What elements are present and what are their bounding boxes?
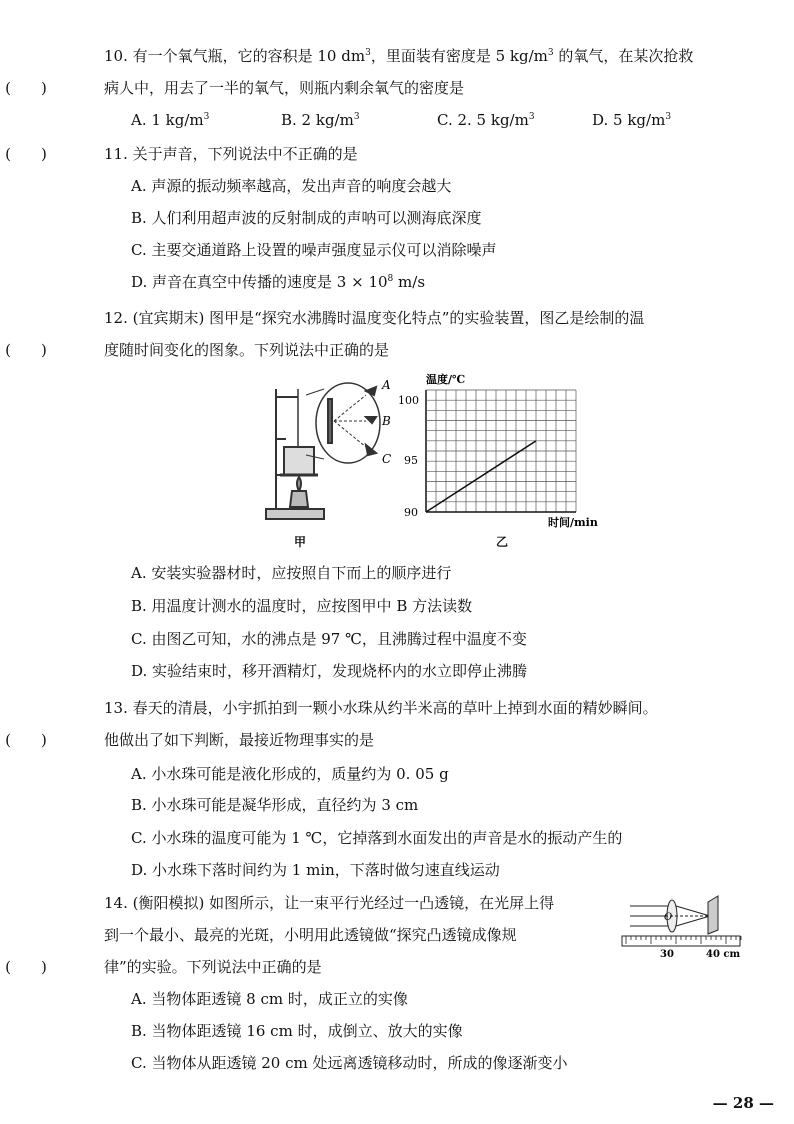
q13-line2: 他做出了如下判断，最接近物理事实的是 <box>104 731 375 749</box>
alcohol-lamp <box>290 491 308 507</box>
q12-line1: 12. (宜宾期末) 图甲是“探究水沸腾时温度变化特点”的实验装置，图乙是绘制的温 <box>104 309 645 327</box>
q14-answer-paren: ( ) <box>5 958 47 976</box>
q13-option-b: B. 小水珠可能是凝华形成，直径约为 3 cm <box>131 796 419 814</box>
chart-grid <box>426 390 576 512</box>
temperature-time-chart <box>370 370 610 530</box>
q14-option-a: A. 当物体距透镜 8 cm 时，成正立的实像 <box>131 990 408 1008</box>
page-number: — 28 — <box>712 1094 774 1112</box>
q13-option-a: A. 小水珠可能是液化形成的，质量约为 0. 05 g <box>131 765 449 783</box>
ruler-label-40: 40 cm <box>706 949 741 960</box>
eye-label-a: A <box>382 378 391 392</box>
q13-line1: 13. 春天的清晨，小宇抓拍到一颗小水珠从约半米高的草叶上掉到水面的精妙瞬间。 <box>104 699 658 717</box>
q14-option-c: C. 当物体从距透镜 20 cm 处远离透镜移动时，所成的像逐渐变小 <box>131 1054 568 1072</box>
fig-yi-label: 乙 <box>496 535 509 549</box>
q14-line3: 律”的实验。下列说法中正确的是 <box>104 958 322 976</box>
chart-ylabel: 温度/℃ <box>426 373 466 386</box>
q10-option-c: C. 2. 5 $kg/m^3$ <box>437 111 535 129</box>
q10-option-b: B. 2 $kg/m^3$ <box>281 111 360 129</box>
beaker <box>284 447 314 475</box>
q11-stem: 11. 关于声音，下列说法中不正确的是 <box>104 145 358 163</box>
q12-answer-paren: ( ) <box>5 341 47 359</box>
chart-ytick-95: 95 <box>404 454 418 467</box>
q12-option-d: D. 实验结束时，移开酒精灯，发现烧杯内的水立即停止沸腾 <box>131 662 528 680</box>
chart-xlabel: 时间/min <box>548 516 598 529</box>
q12-option-a: A. 安装实验器材时，应按照自下而上的顺序进行 <box>131 564 452 582</box>
q10-line1: 10. 有一个氧气瓶，它的容积是 10 $dm^3$，里面装有密度是 5 $kg/m^3$ 的氧气，在某次抢救 <box>104 47 694 65</box>
q11-option-a: A. 声源的振动频率越高，发出声音的响度会越大 <box>131 177 452 195</box>
q13-answer-paren: ( ) <box>5 731 47 749</box>
q11-option-b: B. 人们利用超声波的反射制成的声呐可以测海底深度 <box>131 209 482 227</box>
q12-line2: 度随时间变化的图象。下列说法中正确的是 <box>104 341 390 359</box>
q13-option-d: D. 小水珠下落时间约为 1 min，下落时做匀速直线运动 <box>131 861 500 879</box>
q11-option-c: C. 主要交通道路上设置的噪声强度显示仪可以消除噪声 <box>131 241 497 259</box>
q14-line1: 14. (衡阳模拟) 如图所示，让一束平行光经过一凸透镜，在光屏上得 <box>104 894 555 912</box>
eye-label-c: C <box>382 452 392 466</box>
q11-answer-paren: ( ) <box>5 145 47 163</box>
q14-option-b: B. 当物体距透镜 16 cm 时，成倒立、放大的实像 <box>131 1022 463 1040</box>
q10-line2: 病人中，用去了一半的氧气，则瓶内剩余氧气的密度是 <box>104 79 465 97</box>
ruler-label-30: 30 <box>660 949 674 960</box>
chart-ytick-100: 100 <box>398 394 419 407</box>
chart-series-line <box>426 441 536 512</box>
eye-label-b: B <box>382 414 391 428</box>
light-screen <box>708 896 718 934</box>
q10-option-a: A. 1 $kg/m^3$ <box>131 111 210 129</box>
q10-answer-paren: ( ) <box>5 79 47 97</box>
stand-base <box>266 509 324 519</box>
q10-option-d: D. 5 $kg/m^3$ <box>592 111 672 129</box>
q14-line2: 到一个最小、最亮的光斑，小明用此透镜做“探究凸透镜成像规 <box>104 926 517 944</box>
q12-option-c: C. 由图乙可知，水的沸点是 97 ℃，且沸腾过程中温度不变 <box>131 630 527 648</box>
fig-jia-label: 甲 <box>294 535 307 549</box>
q11-option-d: D. 声音在真空中传播的速度是 $3 \times 10^8$ m/s <box>131 273 426 291</box>
lens-ruler-figure <box>620 890 750 960</box>
q12-option-b: B. 用温度计测水的温度时，应按图甲中 B 方法读数 <box>131 597 473 615</box>
lens-label: O <box>664 912 673 923</box>
q13-option-c: C. 小水珠的温度可能为 1 ℃，它掉落到水面发出的声音是水的振动产生的 <box>131 829 623 847</box>
chart-ytick-90: 90 <box>404 506 418 519</box>
